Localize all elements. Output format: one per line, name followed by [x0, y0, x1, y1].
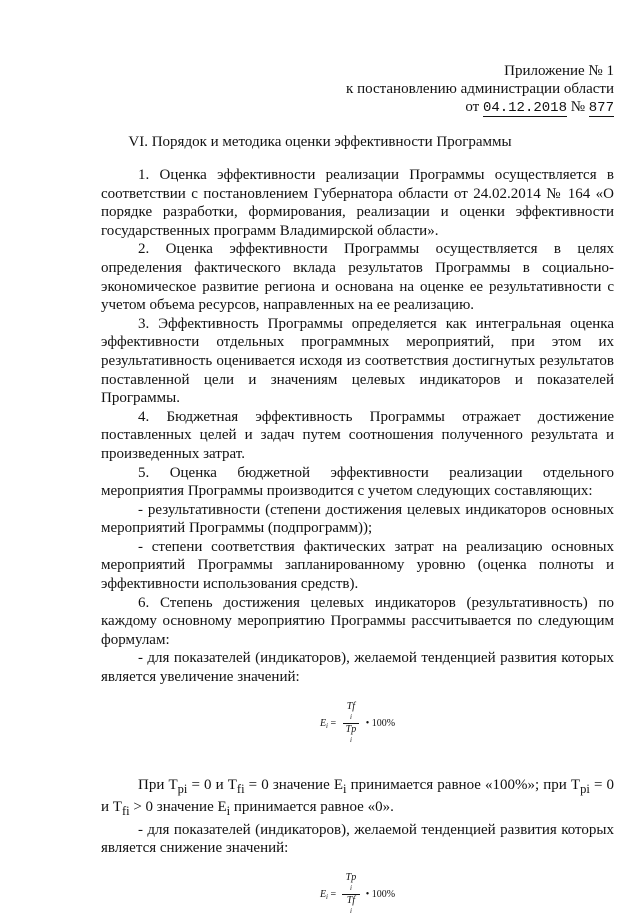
paragraph-5a: - результативности (степени достижения целевых индикаторов основных мероприятий Программы (подпрограмм));	[101, 501, 614, 537]
paragraph-2: 2. Оценка эффективности Программы осуществляется в целях определения фактического вклада результатов Программы в социально-экономическое развитие региона и основана на оценке ее результативности с учетом объема ресурсов, направленных на ее реализацию.	[101, 241, 614, 314]
document-body	[101, 166, 614, 917]
appendix-reference: к постановлению администрации области	[346, 81, 614, 97]
appendix-header	[346, 62, 614, 117]
date-prefix: от	[465, 99, 480, 115]
paragraph-8: - для показателей (индикаторов), желаемой тенденцией развития которых является снижение значений:	[101, 821, 614, 857]
paragraph-5: 5. Оценка бюджетной эффективности реализации отдельного мероприятия Программы производится с учетом следующих составляющих:	[101, 464, 614, 500]
decree-date: 04.12.2018	[482, 100, 567, 116]
paragraph-6: 6. Степень достижения целевых индикаторов (результативность) по каждому основному мероприятию Программы рассчитывается по следующим формулам:	[101, 594, 614, 648]
formula-increase-fraction: Tf i Tp i	[342, 701, 361, 746]
paragraph-7: При $T_{pi} = 0$ и $T_{fi} = 0$ значение $E_i$ принимается равное «100%»; при $T_{pi} = 0$ и $T_{fi} > 0$ значение $E_i$ принимается равное «0».	[101, 776, 615, 819]
section-title: VI. Порядок и методика оценки эффективности Программы	[128, 134, 512, 150]
paragraph-5b: - степени соответствия фактических затрат на реализацию основных мероприятий Программы запланированному уровню (оценка полноты и эффективности использования средств).	[101, 538, 614, 593]
number-prefix: №	[570, 99, 586, 115]
decree-number: 877	[588, 100, 614, 116]
paragraph-3: 3. Эффективность Программы определяется как интегральная оценка эффективности отдельных программных мероприятий, при этом их результативность оценивается исходя из соответствия достигнутых результатов поставленной цели и значениям целевых индикаторов и показателей Программы.	[101, 315, 614, 407]
paragraph-6a: - для показателей (индикаторов), желаемой тенденцией развития которых является увеличение значений:	[101, 650, 614, 686]
paragraph-4: 4. Бюджетная эффективность Программы отражает достижение поставленных целей и задач путем соотношения полученного результата и произведенных затрат.	[101, 408, 614, 462]
appendix-label: Приложение № 1	[504, 63, 614, 79]
formula-decrease: $E_i$ = Tp i Tf i • 100%	[319, 872, 396, 915]
paragraph-1: 1. Оценка эффективности реализации Программы осуществляется в соответствии с постановлением Губернатора области от 24.02.2014 № 164 «О порядке разработки, формирования, реализации и оценки эффективности государственных программ Владимирской области».	[101, 167, 614, 239]
formula-increase: $E_i$ = Tf i Tp i • 100%	[319, 700, 396, 744]
decree-date-number	[346, 98, 614, 117]
formula-decrease-fraction: Tp i Tf i	[342, 872, 361, 917]
